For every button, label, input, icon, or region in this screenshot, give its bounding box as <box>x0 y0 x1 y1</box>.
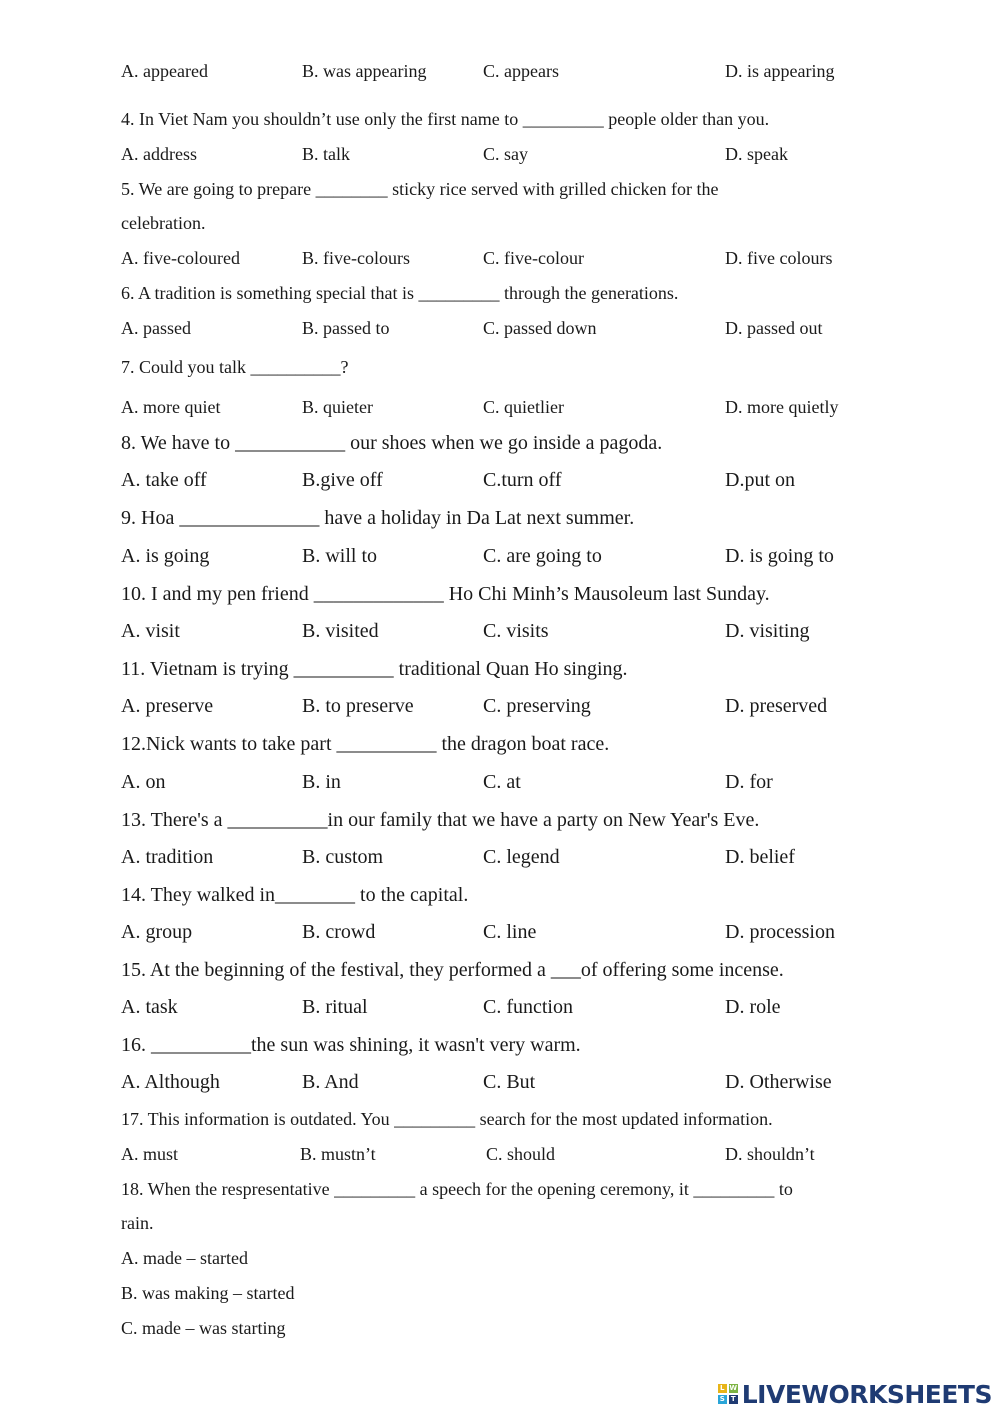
q6-question: 6. A tradition is something special that is _________ through the generations. <box>121 283 679 303</box>
q9-option-d[interactable]: D. is going to <box>725 545 834 567</box>
q17-option-a[interactable]: A. must <box>121 1144 179 1164</box>
q16-option-b[interactable]: B. And <box>302 1071 359 1093</box>
q18-option-b[interactable]: B. was making – started <box>121 1283 295 1303</box>
q7-option-b[interactable]: B. quieter <box>302 397 373 417</box>
q9-question: 9. Hoa ______________ have a holiday in Da Lat next summer. <box>121 507 635 529</box>
q18-question: 18. When the respresentative _________ a speech for the opening ceremony, it _________ to <box>121 1179 793 1199</box>
q17-option-d[interactable]: D. shouldn’t <box>725 1144 815 1164</box>
q16-question: 16. __________the sun was shining, it wasn't very warm. <box>121 1034 581 1056</box>
liveworksheets-logo <box>718 1378 992 1410</box>
q11-question: 11. Vietnam is trying __________ traditional Quan Ho singing. <box>121 658 628 680</box>
q8-option-d[interactable]: D.put on <box>725 469 795 491</box>
q4-option-a[interactable]: A. address <box>121 144 197 164</box>
q8-option-c[interactable]: C.turn off <box>483 469 562 491</box>
q6-option-b[interactable]: B. passed to <box>302 318 390 338</box>
logo-mark-icon <box>718 1384 738 1404</box>
q7-option-a[interactable]: A. more quiet <box>121 397 221 417</box>
q9-option-b[interactable]: B. will to <box>302 545 378 567</box>
q12-option-a[interactable]: A. on <box>121 771 166 793</box>
q14-option-c[interactable]: C. line <box>483 921 537 943</box>
q14-option-a[interactable]: A. group <box>121 921 193 943</box>
q16-option-d[interactable]: D. Otherwise <box>725 1071 832 1093</box>
q9-option-c[interactable]: C. are going to <box>483 545 602 567</box>
q9-option-a[interactable]: A. is going <box>121 545 210 567</box>
q18-question-cont: rain. <box>121 1213 154 1233</box>
q15-question: 15. At the beginning of the festival, they performed a ___of offering some incense. <box>121 959 784 981</box>
q4-question: 4. In Viet Nam you shouldn’t use only the first name to _________ people older than you. <box>121 109 770 129</box>
q3-option-c[interactable]: C. appears <box>483 61 559 81</box>
q3-option-a[interactable]: A. appeared <box>121 61 208 81</box>
q13-option-a[interactable]: A. tradition <box>121 846 214 868</box>
q17-option-b[interactable]: B. mustn’t <box>300 1144 376 1164</box>
q15-option-c[interactable]: C. function <box>483 996 573 1018</box>
q7-option-c[interactable]: C. quietlier <box>483 397 564 417</box>
q12-option-b[interactable]: B. in <box>302 771 341 793</box>
q10-option-a[interactable]: A. visit <box>121 620 180 642</box>
q5-option-d[interactable]: D. five colours <box>725 248 833 268</box>
logo-mark-cell: W <box>729 1384 738 1392</box>
q3-option-d[interactable]: D. is appearing <box>725 61 835 81</box>
q16-option-a[interactable]: A. Although <box>121 1071 220 1093</box>
q5-option-c[interactable]: C. five-colour <box>483 248 584 268</box>
logo-text: LIVEWORKSHEETS <box>741 1379 992 1409</box>
q5-option-a[interactable]: A. five-coloured <box>121 248 240 268</box>
q4-option-d[interactable]: D. speak <box>725 144 788 164</box>
q8-option-a[interactable]: A. take off <box>121 469 207 491</box>
q3-option-b[interactable]: B. was appearing <box>302 61 427 81</box>
q10-option-c[interactable]: C. visits <box>483 620 549 642</box>
q4-option-c[interactable]: C. say <box>483 144 528 164</box>
q17-question: 17. This information is outdated. You _________ search for the most updated information. <box>121 1109 773 1129</box>
logo-mark-cell: L <box>718 1384 727 1393</box>
q7-question: 7. Could you talk __________? <box>121 357 349 377</box>
q17-option-c[interactable]: C. should <box>486 1144 556 1164</box>
q5-option-b[interactable]: B. five-colours <box>302 248 410 268</box>
q12-option-c[interactable]: C. at <box>483 771 521 793</box>
q8-option-b[interactable]: B.give off <box>302 469 383 491</box>
q6-option-c[interactable]: C. passed down <box>483 318 597 338</box>
q16-option-c[interactable]: C. But <box>483 1071 536 1093</box>
q13-question: 13. There's a __________in our family that we have a party on New Year's Eve. <box>121 809 760 831</box>
q11-option-d[interactable]: D. preserved <box>725 695 828 717</box>
q14-option-d[interactable]: D. procession <box>725 921 835 943</box>
q15-option-b[interactable]: B. ritual <box>302 996 368 1018</box>
logo-mark-cell: T <box>729 1395 738 1404</box>
q10-option-b[interactable]: B. visited <box>302 620 379 642</box>
q11-option-c[interactable]: C. preserving <box>483 695 591 717</box>
q4-option-b[interactable]: B. talk <box>302 144 350 164</box>
q13-option-d[interactable]: D. belief <box>725 846 795 868</box>
q13-option-b[interactable]: B. custom <box>302 846 384 868</box>
q11-option-a[interactable]: A. preserve <box>121 695 214 717</box>
q5-question-cont: celebration. <box>121 213 206 233</box>
q6-option-a[interactable]: A. passed <box>121 318 191 338</box>
q7-option-d[interactable]: D. more quietly <box>725 397 839 417</box>
q14-option-b[interactable]: B. crowd <box>302 921 376 943</box>
q6-option-d[interactable]: D. passed out <box>725 318 823 338</box>
q10-question: 10. I and my pen friend _____________ Ho Chi Minh’s Mausoleum last Sunday. <box>121 583 770 605</box>
q10-option-d[interactable]: D. visiting <box>725 620 810 642</box>
q14-question: 14. They walked in________ to the capital. <box>121 884 469 906</box>
q12-question: 12.Nick wants to take part __________ the dragon boat race. <box>121 733 610 755</box>
q11-option-b[interactable]: B. to preserve <box>302 695 414 717</box>
q18-option-a[interactable]: A. made – started <box>121 1248 248 1268</box>
logo-mark-cell: S <box>719 1395 725 1403</box>
q13-option-c[interactable]: C. legend <box>483 846 560 868</box>
q15-option-a[interactable]: A. task <box>121 996 178 1018</box>
q8-question: 8. We have to ___________ our shoes when we go inside a pagoda. <box>121 432 663 454</box>
q18-option-c[interactable]: C. made – was starting <box>121 1318 286 1338</box>
q12-option-d[interactable]: D. for <box>725 771 773 793</box>
q15-option-d[interactable]: D. role <box>725 996 781 1018</box>
q5-question: 5. We are going to prepare ________ sticky rice served with grilled chicken for the <box>121 179 719 199</box>
